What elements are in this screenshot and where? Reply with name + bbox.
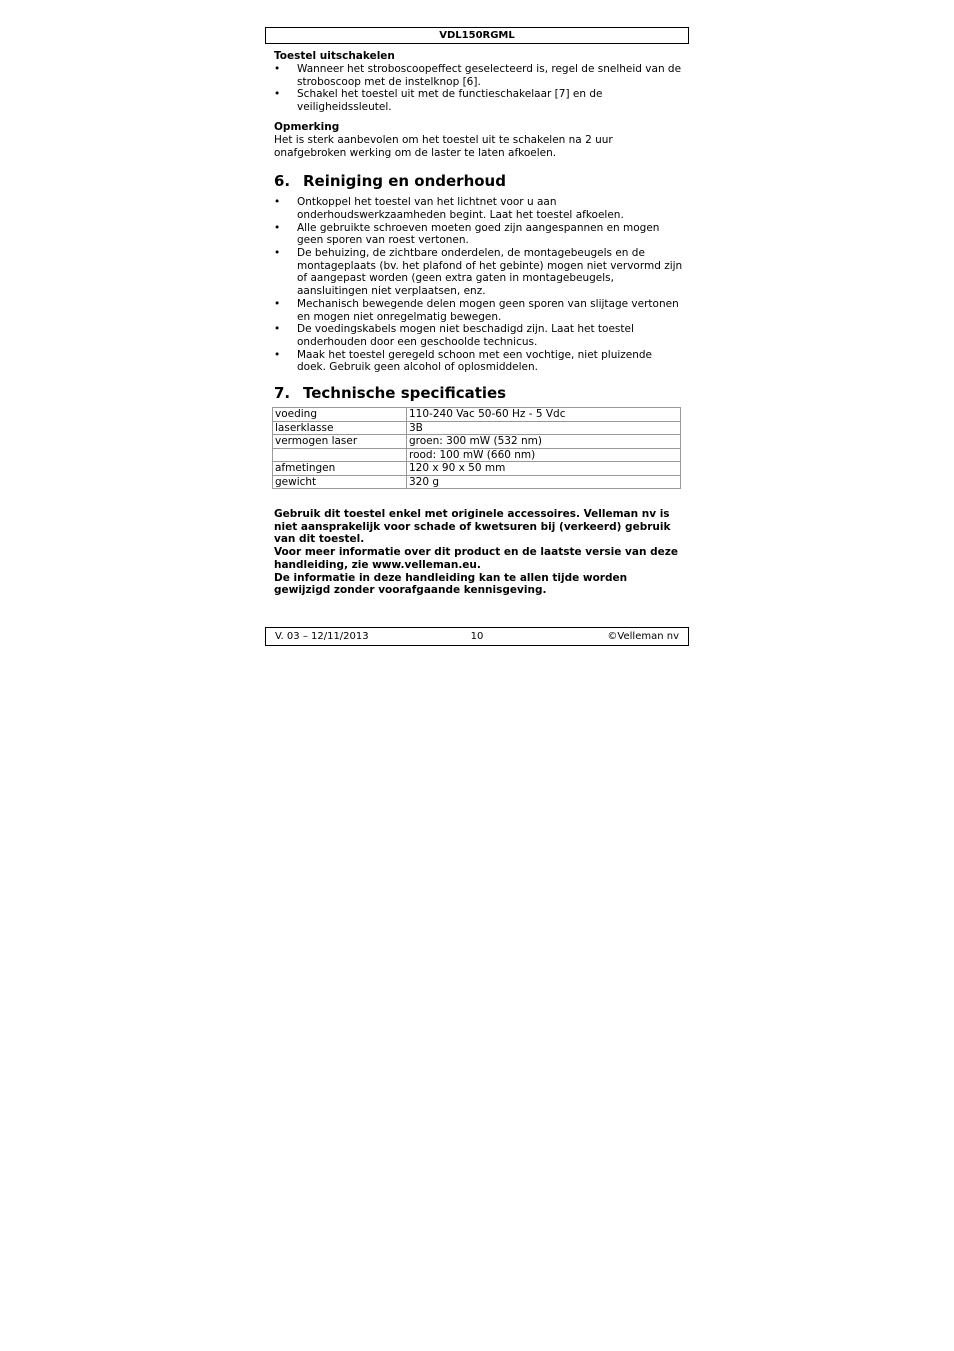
spec-label — [273, 448, 407, 462]
spec-label: gewicht — [273, 475, 407, 489]
switch-off-list — [274, 63, 684, 114]
table-row — [273, 435, 681, 449]
section-7-heading — [274, 384, 684, 402]
spec-value: 3B — [407, 421, 681, 435]
bullet-icon: • — [274, 63, 281, 75]
table-row — [273, 475, 681, 489]
footer-copyright: ©Velleman nv — [607, 631, 679, 642]
remark-title: Opmerking — [274, 120, 340, 133]
section-7-number: 7. — [274, 384, 291, 403]
footer-page-number: 10 — [470, 631, 484, 642]
list-item: • Wanneer het stroboscoopeffect geselecteerd is, regel de snelheid van de stroboscoop met de instelknop [6]. — [274, 63, 682, 88]
remark-text: Het is sterk aanbevolen om het toestel uit te schakelen na 2 uur onafgebroken werking om de laster te laten afkoelen. — [274, 133, 613, 159]
list-item: • Alle gebruikte schroeven moeten goed zijn aangespannen en mogen geen sporen van roest vertonen. — [274, 221, 660, 247]
page-content — [274, 50, 684, 597]
switch-off-title: Toestel uitschakelen — [274, 50, 395, 62]
table-row — [273, 408, 681, 422]
footer-version: V. 03 – 12/11/2013 — [275, 631, 369, 642]
table-row — [273, 421, 681, 435]
bullet-icon: • — [274, 297, 281, 310]
spec-label: laserklasse — [273, 421, 407, 435]
section-6-title: Reiniging en onderhoud — [303, 172, 506, 191]
bullet-icon: • — [274, 247, 281, 260]
maintenance-list — [274, 196, 684, 374]
list-item: • Maak het toestel geregeld schoon met een vochtige, niet pluizende doek. Gebruik geen alcohol of oplosmiddelen. — [274, 348, 653, 374]
spec-value: rood: 100 mW (660 nm) — [407, 448, 681, 462]
page-header-model: VDL150RGML — [265, 27, 689, 44]
table-row — [273, 448, 681, 462]
notice-block — [274, 508, 684, 597]
spec-label: afmetingen — [273, 462, 407, 476]
section-7-title: Technische specificaties — [303, 384, 507, 403]
spec-value: 110-240 Vac 50-60 Hz - 5 Vdc — [407, 408, 681, 422]
notice-accessories: Gebruik dit toestel enkel met originele accessoires. Velleman nv is niet aansprakelijk voor schade of kwetsuren bij (verkeerd) gebruik van dit toestel. — [274, 508, 671, 546]
list-item: • De voedingskabels mogen niet beschadigd zijn. Laat het toestel onderhouden door een geschoolde technicus. — [274, 323, 634, 348]
list-item: • Mechanisch bewegende delen mogen geen sporen van slijtage vertonen en mogen niet onregelmatig bewegen. — [274, 297, 679, 323]
list-item: • Ontkoppel het toestel van het lichtnet voor u aan onderhoudswerkzaamheden begint. Laat het toestel afkoelen. — [274, 196, 624, 221]
notice-more-info: Voor meer informatie over dit product en de laatste versie van deze handleiding, zie www.velleman.eu. — [274, 546, 678, 571]
bullet-icon: • — [274, 348, 281, 361]
spec-value: groen: 300 mW (532 nm) — [407, 435, 681, 449]
page-footer — [265, 627, 689, 646]
spec-value: 120 x 90 x 50 mm — [407, 462, 681, 476]
bullet-icon: • — [274, 196, 281, 209]
list-item: • Schakel het toestel uit met de functieschakelaar [7] en de veiligheidssleutel. — [274, 88, 603, 114]
spec-table — [272, 407, 681, 489]
bullet-icon: • — [274, 323, 281, 336]
list-item: • De behuizing, de zichtbare onderdelen, de montagebeugels en de montageplaats (bv. het plafond of het gebinte) mogen niet vervormd zijn of aangepast worden (geen extra gaten in montagebeugels, aansluitingen niet verplaatsen, enz. — [274, 247, 683, 298]
spec-label: vermogen laser — [273, 435, 407, 449]
bullet-icon: • — [274, 88, 281, 101]
section-6-number: 6. — [274, 172, 291, 191]
spec-value: 320 g — [407, 475, 681, 489]
bullet-icon: • — [274, 221, 281, 234]
notice-changes: De informatie in deze handleiding kan te allen tijde worden gewijzigd zonder voorafgaande kennisgeving. — [274, 571, 628, 597]
table-row — [273, 462, 681, 476]
section-6-heading — [274, 172, 684, 190]
spec-label: voeding — [273, 408, 407, 422]
